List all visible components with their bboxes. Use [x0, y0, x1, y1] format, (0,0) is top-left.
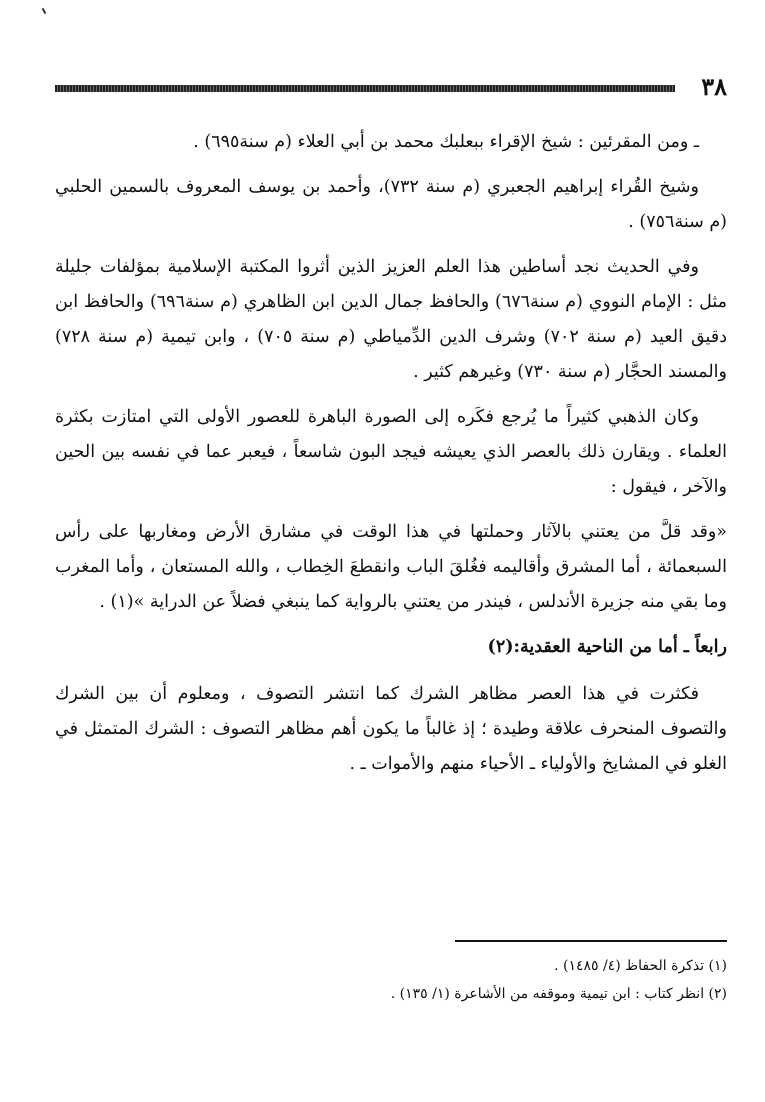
scan-speck — [42, 8, 47, 14]
paragraph-hadith-scholars: وفي الحديث نجد أساطين هذا العلم العزيز الذين أثروا المكتبة الإسلامية بمؤلفات جليلة مثل : الإمام النووي (م سنة٦٧٦) والحافظ جمال الدين ابن الظاهري (م سنة٦٩٦) والحافظ ابن دقيق العيد (م سنة ٧٠٢) وشرف الدين الدِّمياطي (م سنة ٧٠٥) ، وابن تيمية (م سنة ٧٢٨) والمسند الحجَّار (م سنة ٧٣٠) وغيرهم كثير . — [55, 257, 727, 382]
paragraph-reciters: ـ ومن المقرئين : شيخ الإقراء ببعلبك محمد بن أبي العلاء (م سنة٦٩٥) . — [193, 132, 699, 152]
paragraph-reciters-continued: وشيخ القُراء إبراهيم الجعبري (م سنة ٧٣٢)، وأحمد بن يوسف المعروف بالسمين الحلبي (م سنة٧٥٦) . — [55, 177, 727, 232]
page-header — [55, 72, 727, 102]
paragraph-quotation: «وقد قلَّ من يعتني بالآثار وحملتها في هذا الوقت في مشارق الأرض ومغاربها على رأس السبعمائة ، أما المشرق وأقاليمه فغُلقَ الباب وانقطعَ الخِطاب ، والله المستعان ، وأما المغرب وما بقي منه جزيرة الأندلس ، فيندر من يعتني بالرواية كما ينبغي فضلاً عن الدراية »(١) . — [55, 522, 727, 612]
page-number: ٣٨ — [701, 72, 727, 101]
main-text — [55, 125, 727, 792]
footnote-separator — [455, 940, 727, 942]
footnote-1: (١) تذكرة الحفاظ (٤/ ١٤٨٥) . — [554, 958, 727, 974]
paragraph-creed: فكثرت في هذا العصر مظاهر الشرك كما انتشر التصوف ، ومعلوم أن بين الشرك والتصوف المنحرف علاقة وطيدة ؛ إذ غالباً ما يكون أهم مظاهر التصوف : الشرك المتمثل في الغلو في المشايخ والأولياء ـ الأحياء منهم والأموات ـ . — [55, 684, 727, 774]
paragraph-dhahabi: وكان الذهبي كثيراً ما يُرجع فكَره إلى الصورة الباهرة للعصور الأولى التي امتازت بكثرة العلماء . ويقارن ذلك بالعصر الذي يعيشه فيجد البون شاسعاً ، فيعبر عما في نفسه بين الحين والآخر ، فيقول : — [55, 407, 727, 497]
header-rule — [55, 85, 675, 92]
footnotes — [55, 952, 727, 1008]
section-heading: رابعاً ـ أما من الناحية العقدية:(٢) — [487, 637, 727, 657]
footnote-2: (٢) انظر كتاب : ابن تيمية وموقفه من الأشاعرة (١/ ١٣٥) . — [390, 986, 727, 1002]
